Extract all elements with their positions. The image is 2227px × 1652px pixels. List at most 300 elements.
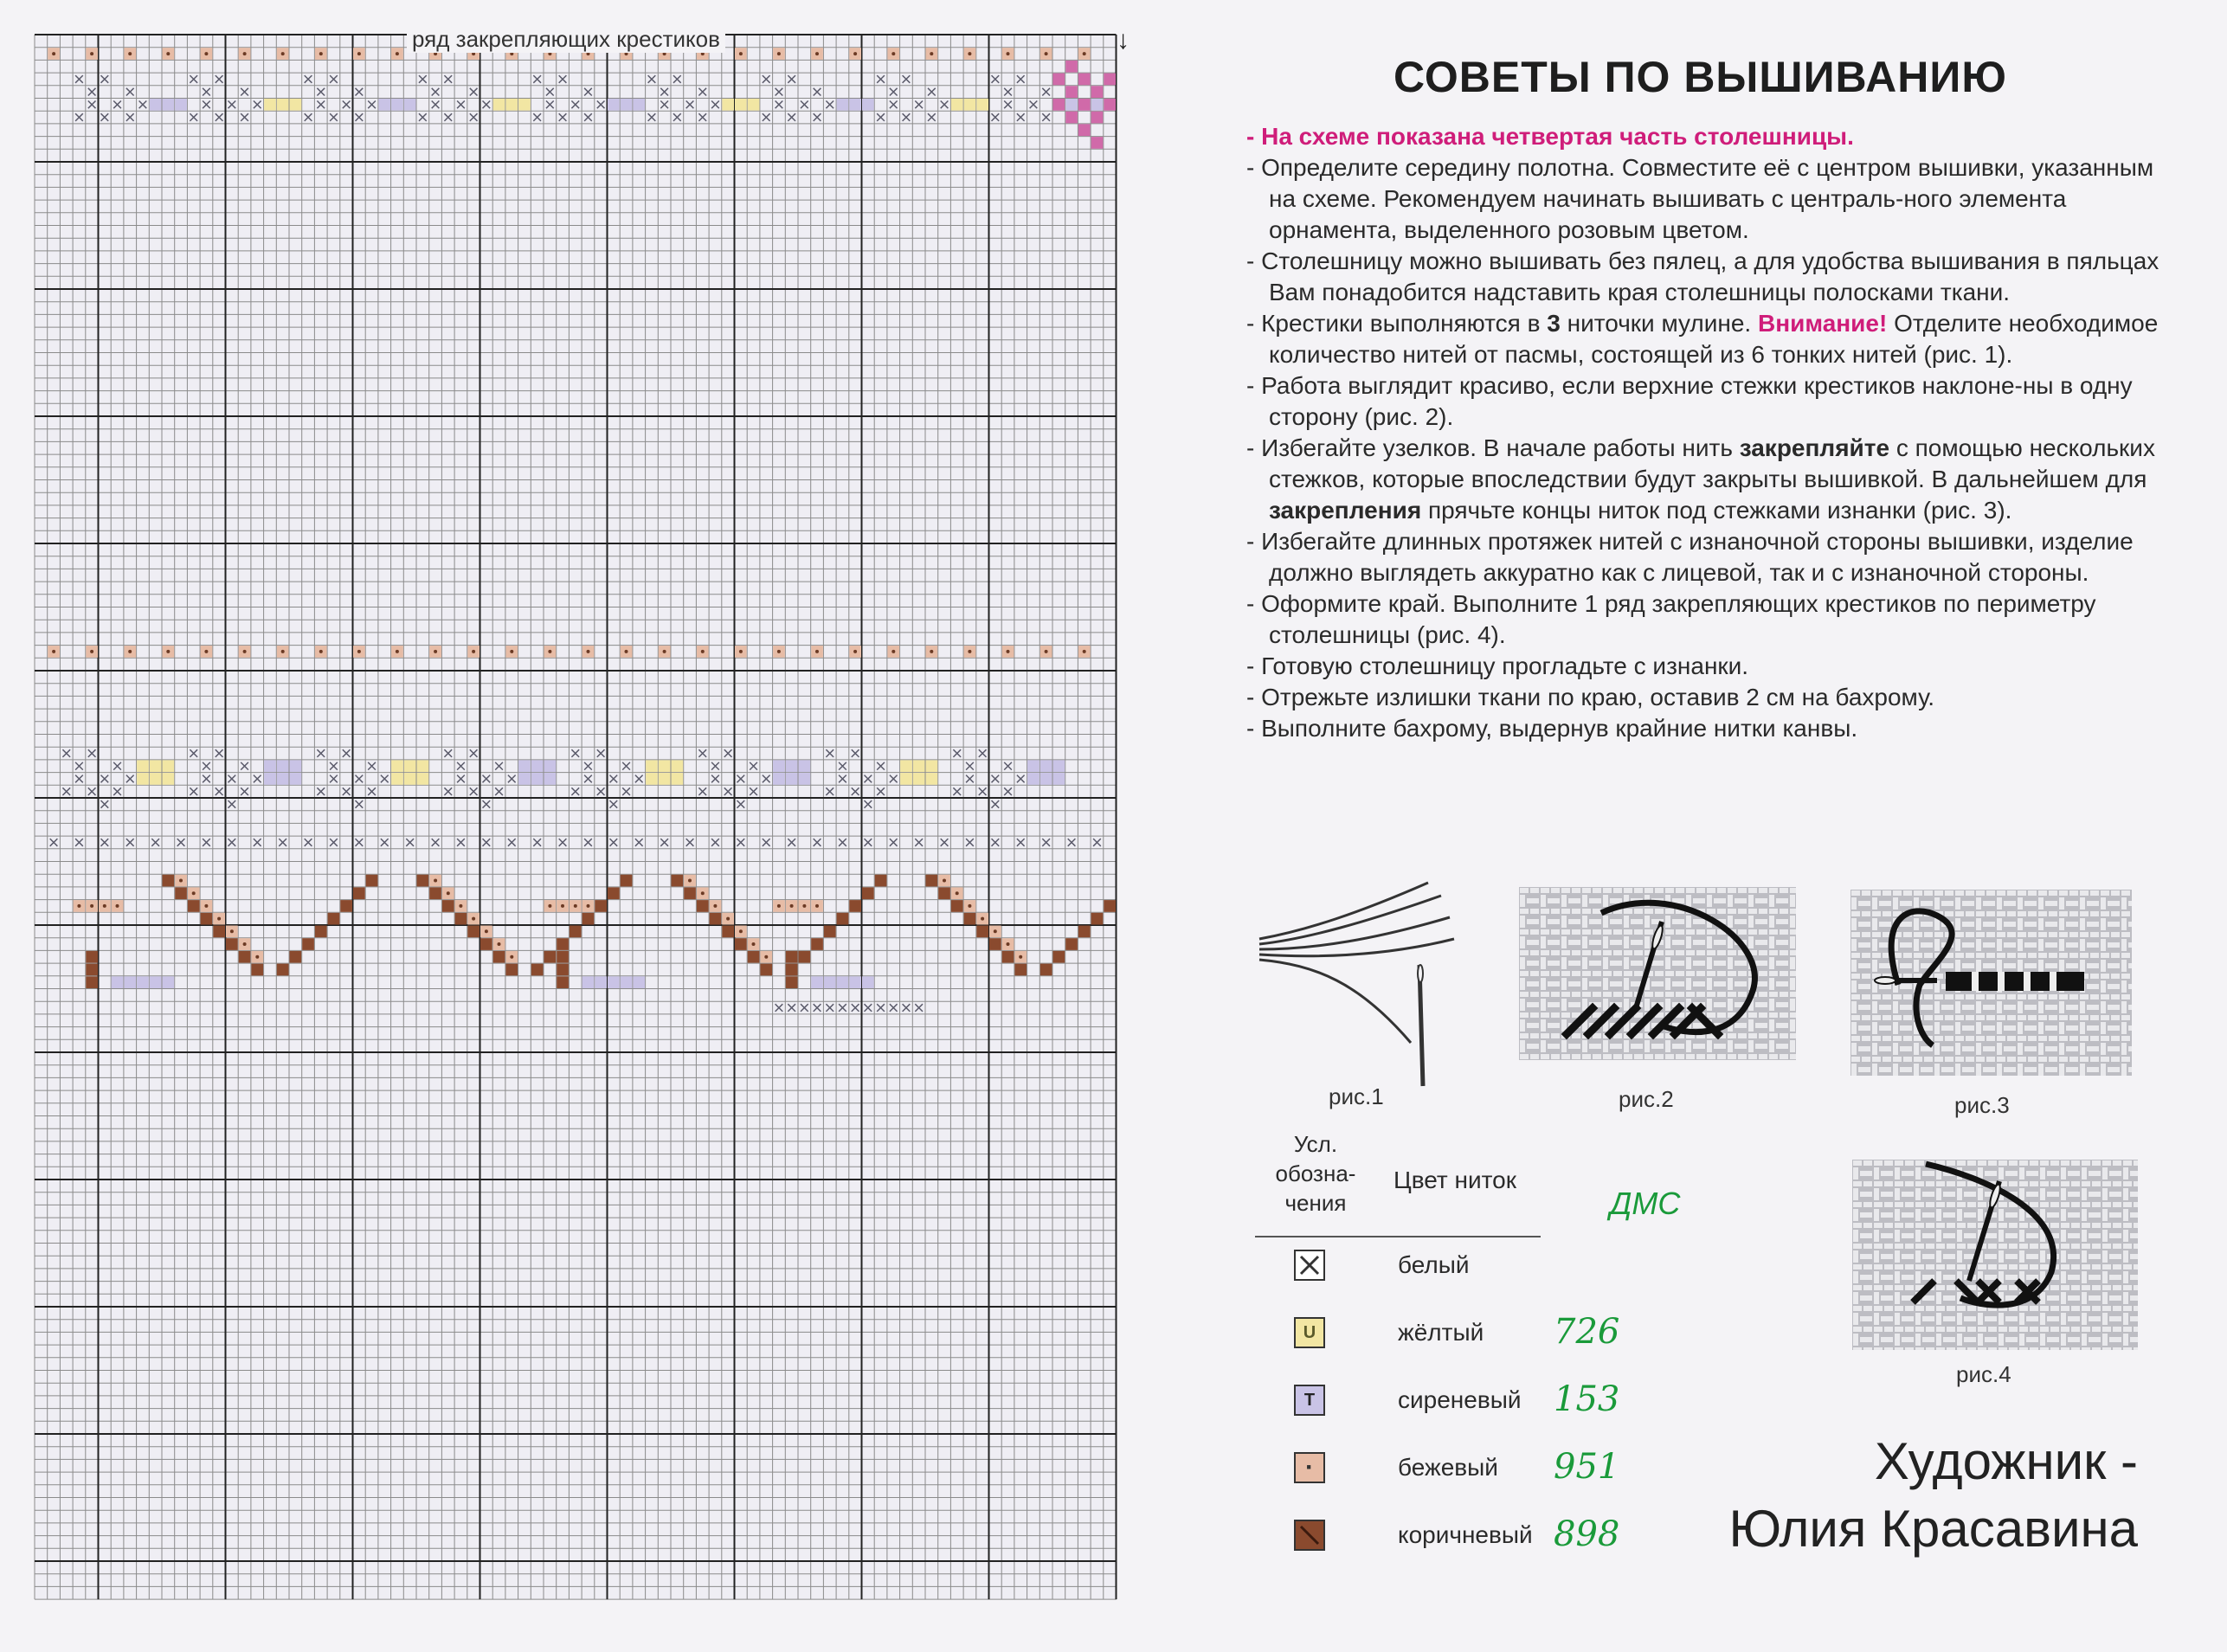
legend-row — [1294, 1381, 1744, 1424]
beige-dot — [1007, 650, 1010, 653]
beige-dot — [128, 650, 132, 653]
beige-dot — [510, 650, 513, 653]
pink-stitch — [1065, 112, 1078, 124]
beige-dot — [943, 879, 946, 883]
beige-dot — [663, 650, 666, 653]
yellow-stitch — [150, 773, 162, 785]
grid-background — [35, 35, 1117, 1599]
beige-dot — [396, 52, 399, 55]
brown-stitch — [938, 887, 950, 899]
brown-stitch — [531, 964, 544, 976]
brown-stitch — [976, 926, 988, 938]
lilac-stitch — [112, 976, 124, 988]
tip-text: - Избегайте узелков. В начале работы нить — [1246, 434, 1733, 461]
beige-dot — [179, 879, 183, 883]
brown-stitch — [1104, 900, 1116, 912]
brown-stitch — [86, 964, 98, 976]
beige-dot — [217, 917, 221, 921]
yellow-stitch — [976, 99, 988, 111]
beige-dot — [1083, 650, 1086, 653]
beige-dot — [891, 52, 895, 55]
lilac-stitch — [150, 99, 162, 111]
lilac-stitch — [264, 760, 276, 772]
yellow-stitch — [290, 99, 302, 111]
brown-stitch — [201, 913, 213, 925]
brown-stitch — [226, 938, 238, 950]
beige-dot — [459, 904, 462, 908]
yellow-stitch — [264, 99, 276, 111]
fig1-label: рис.1 — [1329, 1083, 1384, 1109]
beige-dot — [956, 891, 959, 895]
fig2-stitch-illustration — [1519, 887, 1796, 1060]
tips-section — [1246, 52, 2181, 744]
beige-dot — [548, 904, 551, 908]
beige-dot — [587, 904, 590, 908]
tip-text: - Крестики выполняются в — [1246, 310, 1541, 337]
brown-stitch — [710, 913, 722, 925]
yellow-stitch — [150, 760, 162, 772]
yellow-stitch — [913, 773, 925, 785]
lilac-stitch — [837, 99, 849, 111]
beige-dot — [994, 929, 997, 933]
yellow-stitch — [391, 773, 403, 785]
brown-stitch — [1053, 951, 1065, 963]
tip-item: - Готовую столешницу прогладьте с изнанки. — [1246, 652, 1749, 679]
beige-dot — [103, 904, 106, 908]
beige-dot — [701, 891, 705, 895]
lilac-stitch — [124, 976, 136, 988]
lilac-stitch — [633, 99, 645, 111]
brown-stitch — [175, 887, 187, 899]
yellow-stitch — [926, 773, 938, 785]
brown-stitch — [213, 926, 225, 938]
legend-color-name: жёлтый — [1398, 1319, 1484, 1346]
beige-dot — [891, 650, 895, 653]
brown-stitch — [1014, 964, 1027, 976]
brown-stitch — [239, 951, 251, 963]
brown-stitch — [366, 875, 378, 887]
yellow-stitch — [900, 773, 912, 785]
pink-stitch — [1078, 99, 1091, 111]
lilac-stitch — [518, 773, 531, 785]
lilac-stitch — [544, 760, 557, 772]
lilac-stitch — [277, 773, 289, 785]
legend-swatch: · — [1294, 1452, 1325, 1483]
yellow-stitch — [951, 99, 963, 111]
beige-dot — [472, 917, 475, 921]
tip-item: - Избегайте длинных протяжек нитей с изнаночной стороны вышивки, изделие должно выглядеть аккуратно как с лицевой, так и с изнаночной стороны. — [1246, 528, 2134, 586]
brown-stitch — [328, 913, 340, 925]
brown-stitch — [493, 951, 505, 963]
beige-dot — [243, 942, 247, 946]
legend-color-name: бежевый — [1398, 1454, 1498, 1481]
brown-stitch — [1040, 964, 1052, 976]
tip-item: - Выполните бахрому, выдернув крайние нитки канвы. — [1246, 715, 1858, 742]
lilac-stitch — [378, 99, 390, 111]
lilac-stitch — [849, 99, 861, 111]
fig4-stitch-illustration — [1852, 1160, 2138, 1350]
beige-dot — [447, 891, 450, 895]
legend-swatch: U — [1294, 1317, 1325, 1348]
lilac-stitch — [633, 976, 645, 988]
tip-bold: закрепления — [1269, 497, 1422, 524]
brown-stitch — [582, 913, 595, 925]
brown-stitch — [799, 951, 811, 963]
lilac-stitch — [608, 976, 620, 988]
beige-dot — [930, 650, 933, 653]
lilac-stitch — [773, 760, 785, 772]
beige-dot — [281, 650, 285, 653]
lilac-stitch — [518, 760, 531, 772]
beige-dot — [319, 650, 323, 653]
yellow-stitch — [913, 760, 925, 772]
yellow-stitch — [646, 760, 658, 772]
tip-text: прячьте концы ниток под стежками изнанки (рис. 3). — [1427, 497, 2012, 524]
pink-stitch — [1078, 74, 1091, 86]
brown-stitch — [442, 900, 454, 912]
tip-item: - На схеме показана четвертая часть столешницы. — [1246, 123, 1854, 150]
beige-dot — [319, 52, 323, 55]
brown-stitch — [1002, 951, 1014, 963]
brown-stitch — [544, 951, 557, 963]
brown-stitch — [86, 951, 98, 963]
yellow-stitch — [659, 760, 671, 772]
lilac-stitch — [163, 99, 175, 111]
legend-dmc-code: 153 — [1554, 1379, 1620, 1419]
beige-dot — [701, 650, 705, 653]
brown-stitch — [557, 951, 569, 963]
brown-stitch — [480, 938, 492, 950]
chart-top-label: ряд закрепляющих крестиков — [407, 26, 725, 53]
yellow-stitch — [277, 99, 289, 111]
brown-stitch — [862, 887, 874, 899]
yellow-stitch — [659, 773, 671, 785]
lilac-stitch — [163, 976, 175, 988]
brown-stitch — [557, 976, 569, 988]
lilac-stitch — [837, 976, 849, 988]
beige-dot — [166, 650, 170, 653]
beige-dot — [777, 904, 781, 908]
lilac-stitch — [811, 976, 823, 988]
beige-dot — [587, 650, 590, 653]
yellow-stitch — [722, 99, 734, 111]
pink-stitch — [1104, 99, 1116, 111]
yellow-stitch — [137, 760, 149, 772]
brown-stitch — [621, 875, 633, 887]
lilac-stitch — [608, 99, 620, 111]
lilac-stitch — [582, 976, 595, 988]
beige-dot — [230, 929, 234, 933]
tip-attention: Внимание! — [1758, 310, 1888, 337]
fig1-threads-illustration — [1255, 878, 1480, 1095]
legend-symbol-header: Усл. обозна-чения — [1275, 1131, 1356, 1216]
beige-dot — [739, 650, 743, 653]
tip-item: - Оформите край. Выполните 1 ряд закрепляющих крестиков по периметру столешницы (рис. 4). — [1246, 590, 2096, 648]
legend-swatch: T — [1294, 1385, 1325, 1416]
lilac-stitch — [1091, 99, 1104, 111]
tip-item: - Работа выглядит красиво, если верхние стежки крестиков наклоне-ны в одну сторону (рис. 2). — [1246, 372, 2133, 430]
beige-dot — [52, 650, 55, 653]
brown-stitch — [735, 938, 747, 950]
lilac-stitch — [824, 976, 836, 988]
brown-stitch — [748, 951, 760, 963]
brown-stitch — [786, 964, 798, 976]
brown-stitch — [429, 887, 441, 899]
lilac-stitch — [1053, 760, 1065, 772]
pink-stitch — [1091, 137, 1104, 149]
brown-stitch — [837, 913, 849, 925]
brown-stitch — [417, 875, 429, 887]
lilac-stitch — [277, 760, 289, 772]
lilac-stitch — [531, 773, 544, 785]
beige-dot — [853, 650, 857, 653]
beige-dot — [739, 52, 743, 55]
beige-dot — [204, 52, 208, 55]
lilac-stitch — [621, 99, 633, 111]
pink-stitch — [1091, 112, 1104, 124]
brown-stitch — [163, 875, 175, 887]
tip-item: - Определите середину полотна. Совместите её с центром вышивки, указанным на схеме. Рекомендуем начинать вышивать с централь-ного элемента орнамента, выделенного розовым цветом. — [1246, 154, 2154, 243]
brown-stitch — [875, 875, 887, 887]
beige-dot — [713, 904, 717, 908]
beige-dot — [357, 52, 361, 55]
tip-item — [1246, 433, 2181, 526]
beige-dot — [90, 52, 93, 55]
beige-dot — [1007, 942, 1010, 946]
beige-dot — [1045, 52, 1048, 55]
beige-dot — [752, 942, 756, 946]
fig4-label: рис.4 — [1956, 1361, 2011, 1387]
brown-stitch — [1065, 938, 1078, 950]
lilac-stitch — [391, 99, 403, 111]
yellow-stitch — [404, 760, 416, 772]
brown-stitch — [557, 964, 569, 976]
down-arrow-icon: ↓ — [1117, 26, 1130, 55]
brown-stitch — [989, 938, 1001, 950]
brown-stitch — [467, 926, 480, 938]
lilac-stitch — [290, 760, 302, 772]
lilac-stitch — [264, 773, 276, 785]
brown-stitch — [188, 900, 200, 912]
beige-dot — [243, 52, 247, 55]
yellow-stitch — [518, 99, 531, 111]
beige-dot — [1019, 955, 1022, 959]
legend-color-name: коричневый — [1398, 1521, 1533, 1548]
lilac-stitch — [849, 976, 861, 988]
beige-dot — [981, 917, 984, 921]
brown-stitch — [86, 976, 98, 988]
beige-dot — [815, 650, 819, 653]
yellow-stitch — [505, 99, 518, 111]
legend-brand-handwritten: ДМС — [1610, 1186, 1681, 1221]
beige-dot — [574, 904, 577, 908]
lilac-stitch — [290, 773, 302, 785]
pink-stitch — [1053, 74, 1065, 86]
lilac-stitch — [1027, 760, 1039, 772]
lilac-stitch — [137, 976, 149, 988]
brown-stitch — [315, 926, 327, 938]
beige-dot — [968, 52, 971, 55]
beige-dot — [77, 904, 80, 908]
beige-dot — [815, 904, 819, 908]
beige-dot — [777, 650, 781, 653]
brown-stitch — [353, 887, 365, 899]
beige-dot — [688, 879, 692, 883]
beige-dot — [192, 891, 196, 895]
lilac-stitch — [150, 976, 162, 988]
legend-swatch — [1294, 1520, 1325, 1551]
beige-dot — [204, 650, 208, 653]
brown-stitch — [786, 976, 798, 988]
beige-dot — [281, 52, 285, 55]
pink-stitch — [1104, 74, 1116, 86]
yellow-stitch — [417, 773, 429, 785]
fig2-label: рис.2 — [1619, 1086, 1674, 1112]
pink-stitch — [1065, 61, 1078, 73]
brown-stitch — [595, 900, 607, 912]
legend-row — [1294, 1449, 1744, 1492]
beige-dot — [548, 650, 551, 653]
brown-stitch — [455, 913, 467, 925]
brown-stitch — [557, 938, 569, 950]
fig3-stitch-illustration — [1850, 890, 2132, 1076]
legend-row — [1294, 1246, 1744, 1289]
beige-dot — [90, 904, 93, 908]
lilac-stitch — [773, 773, 785, 785]
beige-dot — [510, 955, 513, 959]
yellow-stitch — [417, 760, 429, 772]
brown-stitch — [684, 887, 696, 899]
tip-bold: закрепляйте — [1739, 434, 1890, 461]
legend-row — [1294, 1314, 1744, 1357]
lilac-stitch — [404, 99, 416, 111]
beige-dot — [561, 904, 564, 908]
brown-stitch — [1091, 913, 1104, 925]
tip-bold: 3 — [1547, 310, 1561, 337]
tip-item: - Столешницу можно вышивать без пялец, а для удобства вышивания в пяльцах Вам понадобится надставить края столешницы полосками ткани. — [1246, 247, 2159, 305]
artist-line1: Художник - — [1874, 1432, 2138, 1490]
legend-swatch — [1294, 1250, 1325, 1281]
lilac-stitch — [595, 976, 607, 988]
brown-stitch — [964, 913, 976, 925]
brown-stitch — [302, 938, 314, 950]
yellow-stitch — [926, 760, 938, 772]
yellow-stitch — [672, 773, 684, 785]
lilac-stitch — [862, 99, 874, 111]
legend-dmc-code: 726 — [1554, 1312, 1620, 1352]
brown-stitch — [811, 938, 823, 950]
pink-stitch — [1053, 99, 1065, 111]
lilac-stitch — [786, 760, 798, 772]
yellow-stitch — [964, 99, 976, 111]
beige-dot — [968, 904, 971, 908]
beige-dot — [396, 650, 399, 653]
brown-stitch — [570, 926, 582, 938]
cross-symbol-icon — [1298, 1254, 1321, 1276]
beige-dot — [90, 650, 93, 653]
beige-dot — [357, 650, 361, 653]
beige-dot — [243, 650, 247, 653]
legend-color-name: белый — [1398, 1251, 1470, 1278]
beige-dot — [116, 904, 119, 908]
yellow-stitch — [646, 773, 658, 785]
yellow-stitch — [900, 760, 912, 772]
beige-dot — [472, 650, 475, 653]
beige-dot — [853, 52, 857, 55]
lilac-stitch — [862, 976, 874, 988]
beige-dot — [485, 929, 488, 933]
tip-text: с помощью нескольких стежков, которые впоследствии будут закрыты вышивкой. В дальнейшем для — [1269, 434, 2155, 492]
lilac-stitch — [531, 760, 544, 772]
lilac-stitch — [786, 773, 798, 785]
pink-stitch — [1078, 124, 1091, 136]
beige-dot — [128, 52, 132, 55]
brown-stitch — [340, 900, 352, 912]
brown-stitch — [251, 964, 263, 976]
beige-dot — [726, 917, 730, 921]
beige-dot — [204, 904, 208, 908]
brown-stitch — [697, 900, 709, 912]
yellow-stitch — [672, 760, 684, 772]
lilac-stitch — [544, 773, 557, 785]
yellow-stitch — [748, 99, 760, 111]
brown-stitch — [951, 900, 963, 912]
beige-dot — [498, 942, 501, 946]
beige-dot — [764, 955, 768, 959]
lilac-stitch — [1065, 99, 1078, 111]
brown-stitch — [608, 887, 620, 899]
legend-divider — [1255, 1236, 1541, 1237]
yellow-stitch — [493, 99, 505, 111]
brown-stitch — [824, 926, 836, 938]
brown-stitch — [760, 964, 772, 976]
lilac-stitch — [1053, 773, 1065, 785]
artist-credit — [1705, 1428, 2138, 1563]
lilac-stitch — [621, 976, 633, 988]
legend-row — [1294, 1516, 1744, 1559]
brown-stitch — [722, 926, 734, 938]
lilac-stitch — [1040, 760, 1052, 772]
lilac-stitch — [799, 773, 811, 785]
tip-item: - Отрежьте излишки ткани по краю, оставив 2 см на бахрому. — [1246, 684, 1935, 710]
brown-stitch — [926, 875, 938, 887]
brown-stitch — [849, 900, 861, 912]
legend-color-name: сиреневый — [1398, 1386, 1522, 1413]
lilac-stitch — [175, 99, 187, 111]
beige-dot — [815, 52, 819, 55]
legend-dmc-code: 951 — [1554, 1447, 1620, 1487]
beige-dot — [255, 955, 259, 959]
beige-dot — [739, 929, 743, 933]
fig3-label: рис.3 — [1954, 1092, 2010, 1118]
beige-dot — [790, 904, 794, 908]
lilac-stitch — [799, 760, 811, 772]
yellow-stitch — [735, 99, 747, 111]
yellow-stitch — [163, 773, 175, 785]
legend-dmc-code: 898 — [1554, 1514, 1620, 1554]
artist-line2: Юлия Красавина — [1728, 1500, 2138, 1558]
brown-stitch — [1078, 926, 1091, 938]
brown-stitch — [786, 951, 798, 963]
yellow-stitch — [404, 773, 416, 785]
tip-item — [1246, 308, 2181, 370]
beige-dot — [777, 52, 781, 55]
yellow-stitch — [391, 760, 403, 772]
beige-dot — [166, 52, 170, 55]
beige-dot — [52, 52, 55, 55]
diagonal-stripe-icon — [1298, 1524, 1321, 1546]
yellow-stitch — [137, 773, 149, 785]
